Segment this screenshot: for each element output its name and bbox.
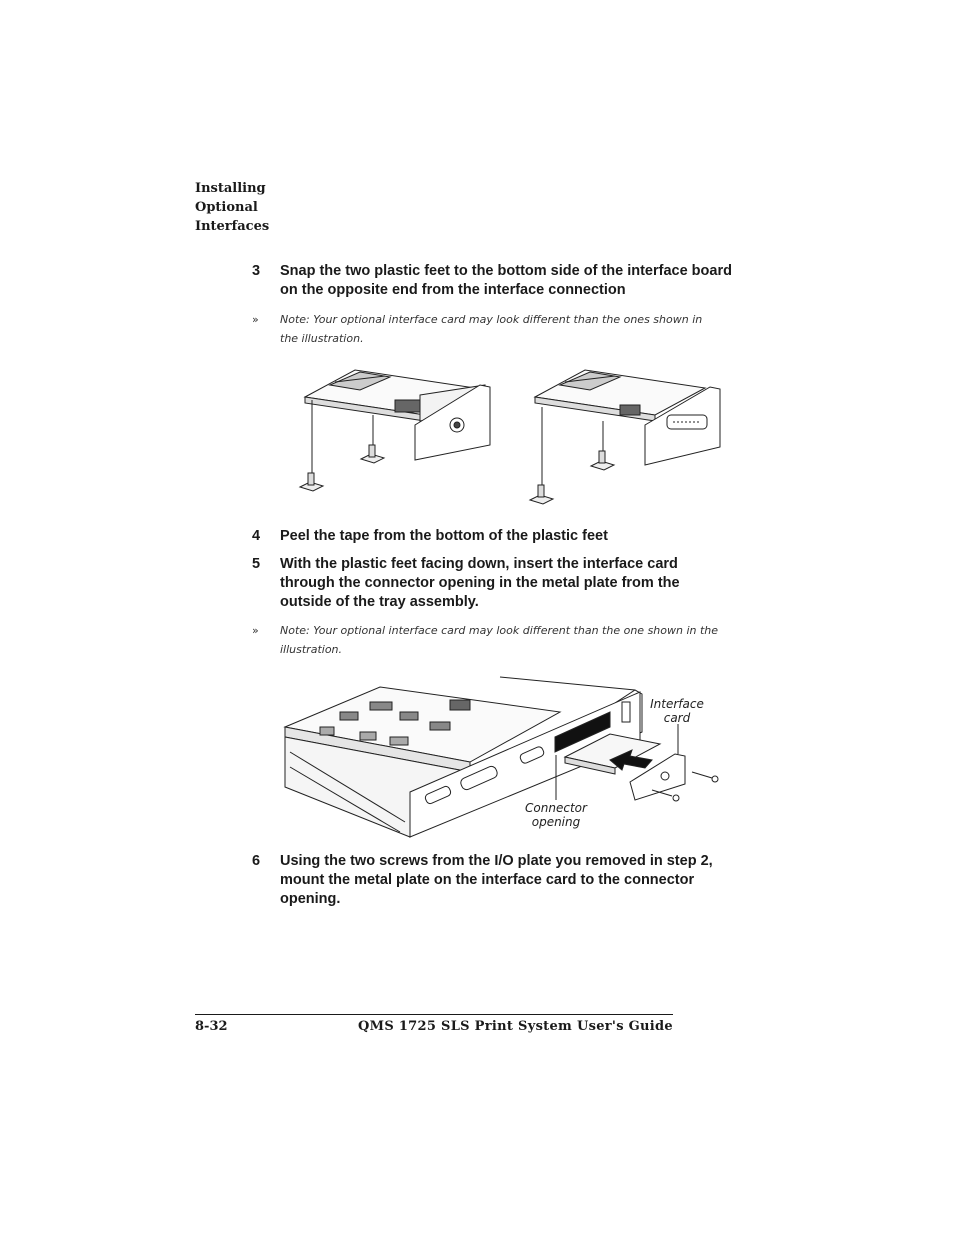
step-4 <box>252 527 732 546</box>
step-text: Peel the tape from the bottom of the plastic feet <box>280 528 608 544</box>
step-text: Using the two screws from the I/O plate you removed in step 2, mount the metal plate on the interface card to the connector opening. <box>280 853 713 907</box>
page-number: 8-32 <box>195 1019 228 1034</box>
note-marker: » <box>252 313 259 326</box>
note-marker: » <box>252 624 259 637</box>
step-number: 5 <box>252 556 261 572</box>
section-heading-line: Optional <box>195 200 258 215</box>
callout-connector-opening: Connector opening <box>525 801 587 829</box>
section-heading-line: Interfaces <box>195 219 270 234</box>
figure-card-insertion <box>280 672 730 840</box>
callout-interface-card: Interface card <box>650 697 704 725</box>
step-text: With the plastic feet facing down, insert the interface card through the connector opening in the metal plate from the outside of the tray assembly. <box>280 556 680 610</box>
book-title: QMS 1725 SLS Print System User's Guide <box>358 1019 673 1034</box>
note-text: Note: Your optional interface card may look different than the ones shown in the illustration. <box>280 313 703 345</box>
step-number: 6 <box>252 853 261 869</box>
footer-rule <box>195 1014 673 1015</box>
section-heading <box>195 179 269 236</box>
step-5 <box>252 555 732 612</box>
step-6 <box>252 852 732 909</box>
step-text: Snap the two plastic feet to the bottom side of the interface board on the opposite end from the interface connection <box>280 263 732 298</box>
step-3 <box>252 262 732 300</box>
step-number: 3 <box>252 263 261 279</box>
section-heading-line: Installing <box>195 181 266 196</box>
figure-interface-cards-feet <box>295 355 725 515</box>
note-2 <box>252 621 722 659</box>
note-1 <box>252 310 722 348</box>
step-number: 4 <box>252 528 261 544</box>
note-text: Note: Your optional interface card may look different than the one shown in the illustration. <box>280 624 719 656</box>
interface-cards-illustration <box>295 355 725 515</box>
